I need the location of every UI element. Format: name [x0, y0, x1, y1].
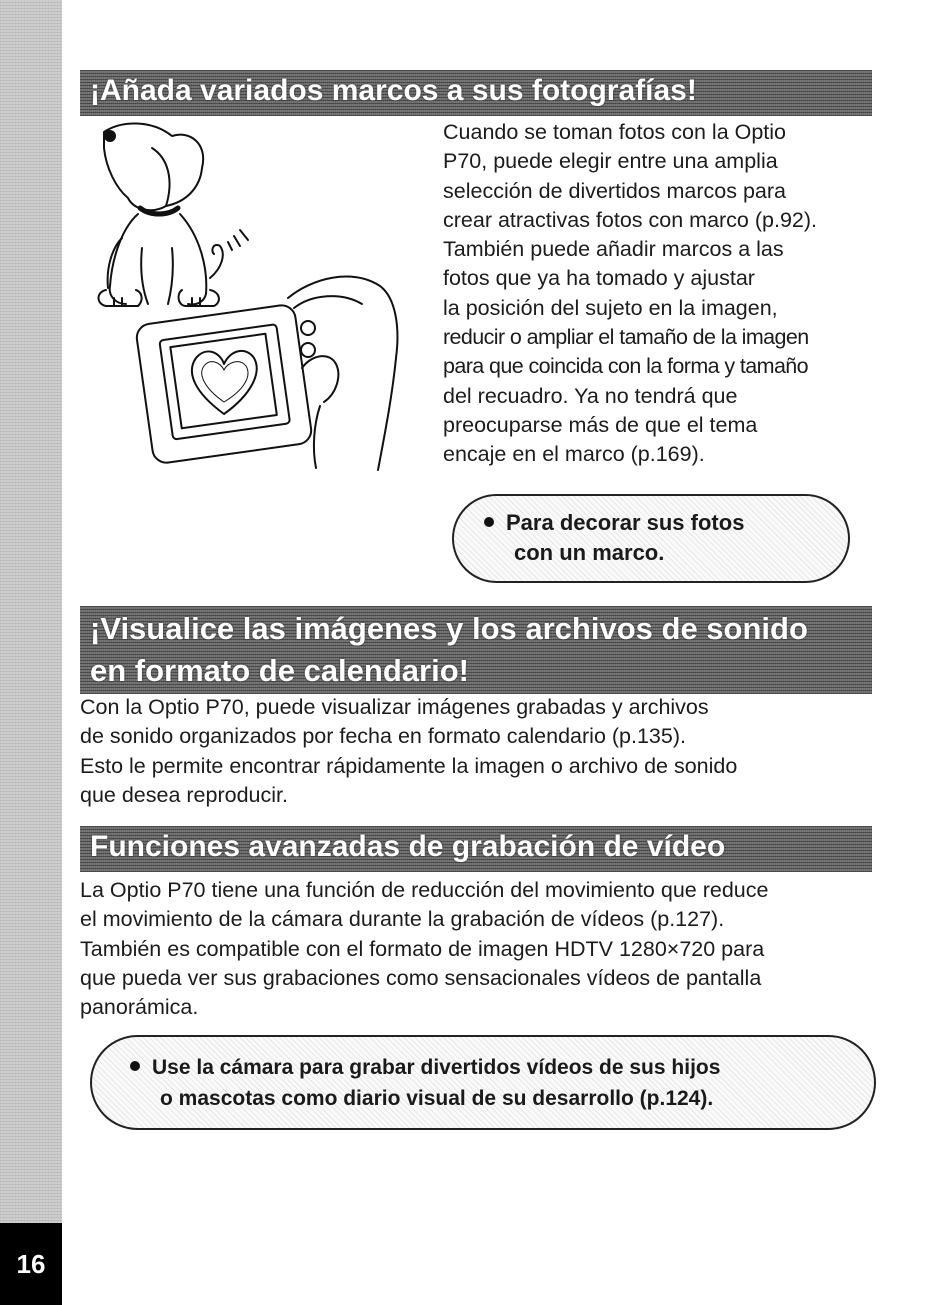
text-line: panorámica. — [80, 995, 199, 1020]
text-line: reducir o ampliar el tamaño de la imagen — [443, 325, 809, 350]
text-line: de sonido organizados por fecha en formato calendario (p.135). — [80, 724, 686, 749]
text-line: Esto le permite encontrar rápidamente la imagen o archivo de sonido — [80, 753, 738, 778]
text-line: preocuparse más de que el tema — [443, 412, 758, 437]
text-line: Cuando se toman fotos con la Optio — [443, 120, 787, 144]
callout-text: Para decorar sus fotos — [506, 510, 745, 535]
frames-description — [443, 118, 873, 470]
text-line: crear atractivas fotos con marco (p.92). — [443, 207, 818, 232]
callout-text: o mascotas como diario visual de su desarrollo (p.124). — [160, 1087, 714, 1110]
page-number: 16 — [0, 1223, 62, 1305]
text-line: La Optio P70 tiene una función de reducción del movimiento que reduce — [80, 878, 769, 902]
text-line: que desea reproducir. — [80, 782, 288, 807]
movie-description — [80, 876, 875, 1022]
section-heading-movie — [80, 826, 872, 872]
text-line: Con la Optio P70, puede visualizar imágenes grabadas y archivos — [80, 695, 709, 719]
callout-text: con un marco. — [514, 540, 665, 565]
heading-text: en formato de calendario! — [90, 653, 469, 688]
text-line: También puede añadir marcos a las — [443, 237, 784, 262]
text-line: el movimiento de la cámara durante la grabación de vídeos (p.127). — [80, 907, 725, 932]
dog-camera-illustration — [82, 118, 432, 478]
movie-callout — [90, 1035, 876, 1130]
frames-callout — [452, 494, 850, 583]
callout-text: Use la cámara para grabar divertidos vídeos de sus hijos — [152, 1056, 721, 1079]
text-line: que pueda ver sus grabaciones como sensacionales vídeos de pantalla — [80, 965, 762, 990]
text-line: del recuadro. Ya no tendrá que — [443, 383, 738, 408]
heading-text: ¡Añada variados marcos a sus fotografías! — [90, 74, 697, 107]
side-margin-strip — [0, 0, 62, 1305]
text-line: fotos que ya ha tomado y ajustar — [443, 266, 755, 291]
heading-text: Funciones avanzadas de grabación de vídeo — [90, 830, 726, 863]
bullet-icon — [484, 517, 494, 527]
text-line: selección de divertidos marcos para — [443, 178, 786, 203]
heading-text: ¡Visualice las imágenes y los archivos de sonido — [90, 611, 808, 646]
bullet-icon — [130, 1061, 140, 1071]
calendar-description — [80, 693, 875, 810]
text-line: la posición del sujeto en la imagen, — [443, 295, 778, 320]
section-heading-frames — [80, 70, 872, 116]
section-heading-calendar — [80, 606, 872, 694]
text-line: También es compatible con el formato de imagen HDTV 1280×720 para — [80, 936, 765, 961]
text-line: encaje en el marco (p.169). — [443, 442, 705, 467]
text-line: para que coincida con la forma y tamaño — [443, 354, 809, 379]
text-line: P70, puede elegir entre una amplia — [443, 149, 778, 174]
